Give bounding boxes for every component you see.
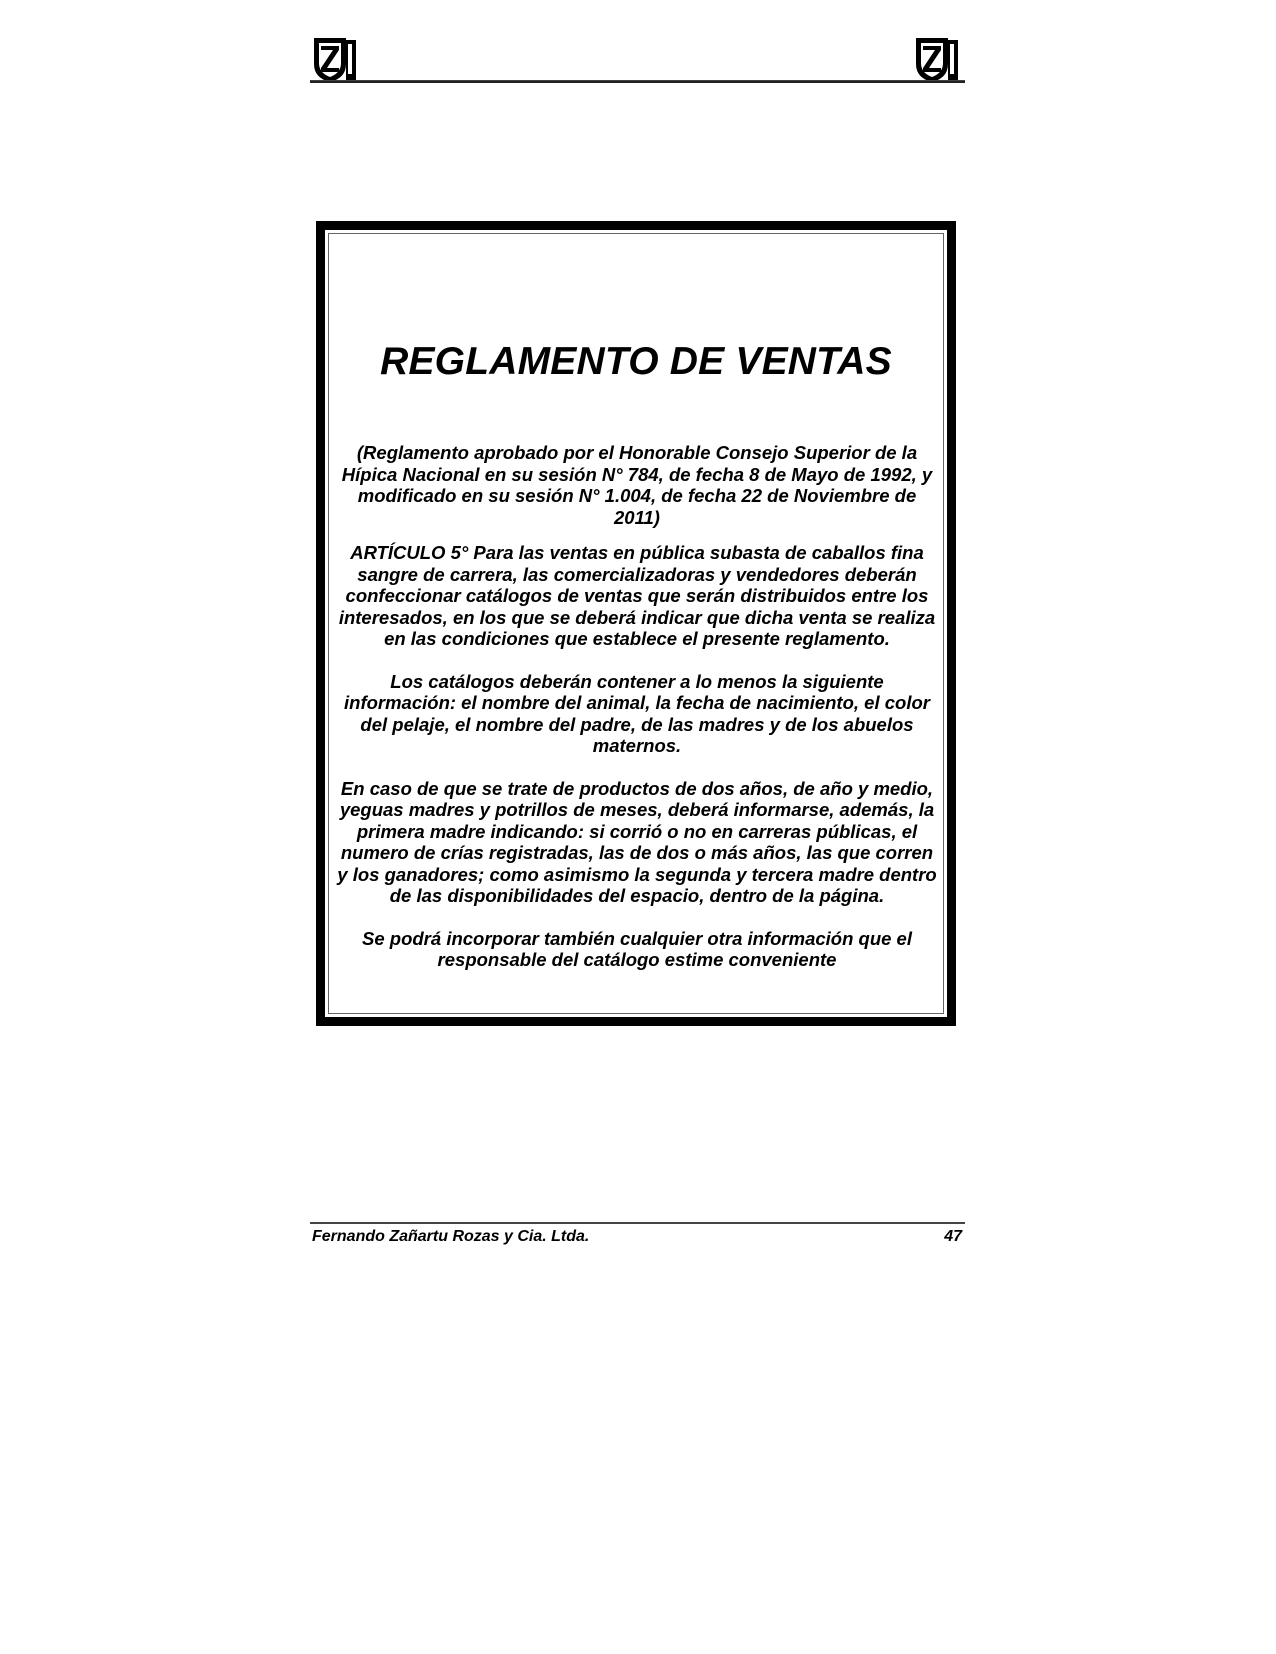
article-heading: ARTÍCULO 5° [350, 542, 469, 563]
document-title: REGLAMENTO DE VENTAS [380, 340, 892, 383]
company-logo-right-icon [912, 34, 962, 84]
footer-divider [310, 1222, 965, 1224]
regulation-body [335, 442, 939, 971]
header-divider [310, 80, 965, 83]
article-text: Para las ventas en pública subasta de caballos fina sangre de carrera, las comercializadoras y vendedores deberán confeccionar catálogos de ventas que serán distribuidos entre los interesados, en los que se deberá indicar que dicha venta se realiza en las condiciones que establece el presente reglamento. [338, 542, 936, 649]
approval-note: (Reglamento aprobado por el Honorable Consejo Superior de la Hípica Nacional en su sesión N° 784, de fecha 8 de Mayo de 1992, y modificado en su sesión N° 1.004, de fecha 22 de Noviembre de 2011) [341, 442, 933, 528]
footer-company: Fernando Zañartu Rozas y Cia. Ltda. [312, 1228, 590, 1245]
case-paragraph: En caso de que se trate de productos de dos años, de año y medio, yeguas madres y potrillos de meses, deberá informarse, además, la primera madre indicando: si corrió o no en carreras públicas, el numero de crías registradas, las de dos o más años, las que corren y los ganadores; como asimismo la segunda y tercera madre dentro de las disponibilidades del espacio, dentro de la página. [337, 777, 937, 906]
other-info-paragraph: Se podrá incorporar también cualquier otra información que el responsable del catálogo estime conveniente [362, 927, 912, 970]
company-logo-left-icon [310, 34, 360, 84]
page-number: 47 [944, 1228, 962, 1245]
catalogs-paragraph: Los catálogos deberán contener a lo menos la siguiente información: el nombre del animal, la fecha de nacimiento, el color del pelaje, el nombre del padre, de las madres y de los abuelos maternos. [344, 670, 930, 756]
article-paragraph [335, 542, 939, 650]
content-frame [316, 221, 956, 1026]
